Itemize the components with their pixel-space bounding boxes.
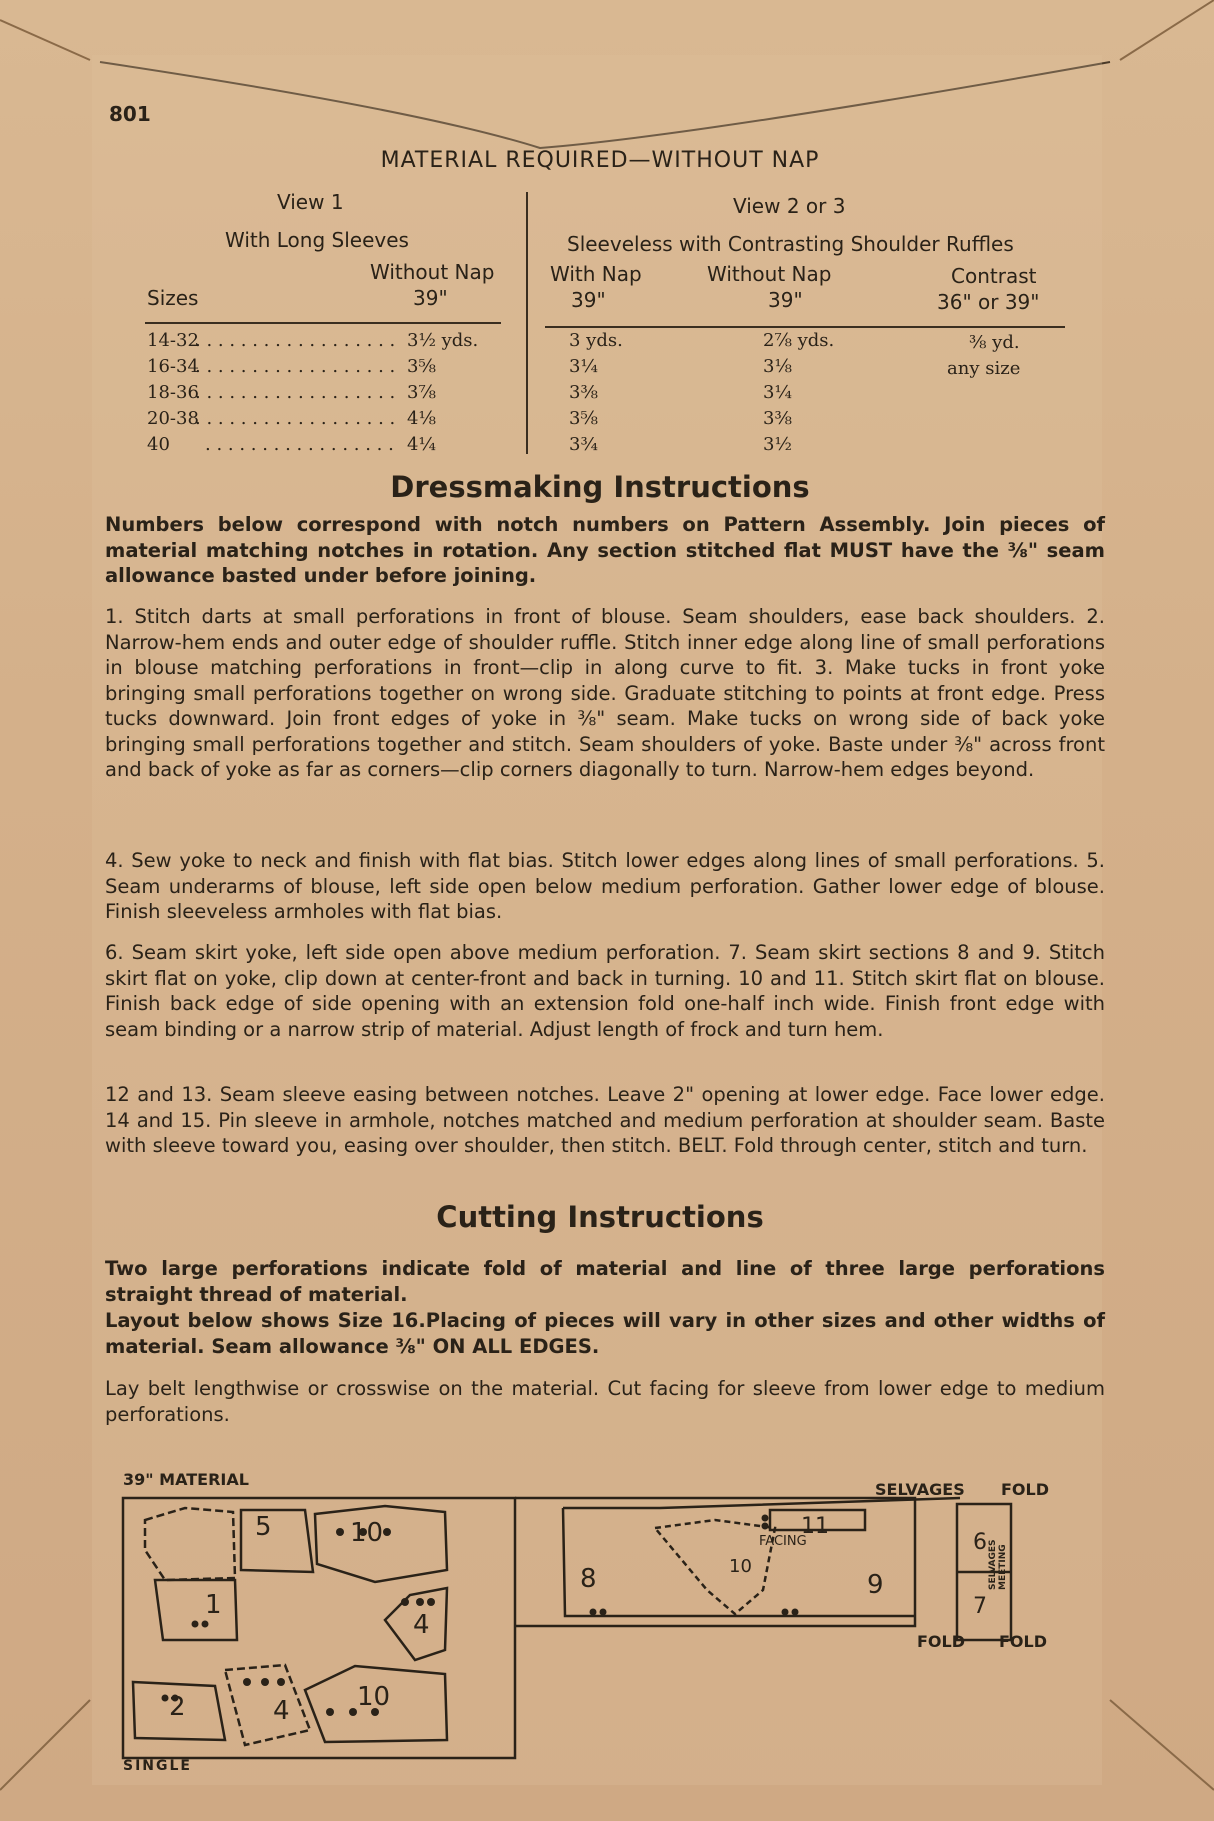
contrast-label: Contrast	[951, 264, 1037, 288]
dressmaking-intro: Numbers below correspond with notch numbers on Pattern Assembly. Join pieces of material matching notches in rotation. Any section stitched flat MUST have the ⅜" seam allowance basted under before joining.	[105, 513, 1105, 587]
piece-label: 5	[255, 1512, 272, 1542]
dressmaking-step-1-3: 1. Stitch darts at small perforations in front of blouse. Seam shoulders, ease back shoulders. 2. Narrow-hem ends and outer edge of shoulder ruffle. Stitch inner edge along line of small perforations in blouse matching perforations in front—clip in along curve to fit. 3. Make tucks in front yoke bringing small perforations together on wrong side. Graduate stitching to points at front edge. Press tucks downward. Join front edges of yoke in ⅜" seam. Make tucks on wrong side of back yoke bringing small perforations together and stitch. Seam shoulders of yoke. Baste under ⅜" across front and back of yoke as far as corners—clip corners diagonally to turn. Narrow-hem edges beyond.	[105, 605, 1105, 781]
contrast-width: 36" or 39"	[937, 290, 1040, 314]
selvages-meeting-label: SELVAGES MEETING	[988, 1539, 1008, 1590]
selvages-label: SELVAGES	[875, 1480, 965, 1499]
piece-label: 9	[867, 1570, 884, 1600]
without-nap-label: Without Nap	[707, 262, 832, 286]
piece-label: 2	[169, 1692, 186, 1722]
piece-label: 7	[973, 1594, 987, 1619]
piece-label: 4	[413, 1610, 430, 1640]
facing-label: FACING	[759, 1534, 807, 1549]
cutting-intro-2: Layout below shows Size 16.Placing of pieces will vary in other sizes and other widths of material. Seam allowance ⅜" ON ALL EDGES.	[105, 1309, 1105, 1358]
piece-label: 1	[205, 1590, 222, 1620]
piece-label: 10	[357, 1682, 391, 1712]
cutting-intro-1: Two large perforations indicate fold of material and line of three large perforations straight thread of material.	[105, 1257, 1105, 1306]
piece-label: 11	[801, 1514, 829, 1539]
view23-title: View 2 or 3	[733, 194, 846, 218]
sizes-label: Sizes	[147, 286, 199, 310]
instruction-sheet: 801 MATERIAL REQUIRED—WITHOUT NAP View 1 With Long Sleeves Without Nap 39" Sizes View 2 or 3 Sleeveless with Contrasting Shoulder Ruffles With Nap 39" Without Nap 39" Contrast 36" or 39" 14-32 . . . . . . . . . . . . . . . . . . 3½ yds. 3 yds. 2⅞ yds. ⅜ yd. 16-34 . . . . . . . . . . . . . . . . . . 3⅝ 3¼ 3⅛ any size 18-36 . . . . . . . . . . . . . . . . . . 3⅞ 3⅜ 3¼ 20-38 . . . . . . . . . . . . . . . . . . 4⅛ 3⅝ 3⅜ 40 . . . . . . . . . . . . . . . . . 4¼ 3¾ 3½ Dressmaking Instructions Numbers below correspond with notch numbers on Pattern Assembly. Join pieces of material matching notches in rotation. Any section stitched flat MUST have the ⅜" seam allowance basted under before joining. 1. Stitch darts at small perforations in front of blouse. Seam shoulders, ease back shoulders. 2. Narrow-hem ends and outer edge of shoulder ruffle. Stitch inner edge along line of small perforations in blouse matching perforations in front—clip in along curve to fit. 3. Make tucks in front yoke bringing small perforations together on wrong side. Graduate stitching to points at front edge. Press tucks downward. Join front edges of yoke in ⅜" seam. Make tucks on wrong side of back yoke bringing small perforations together and stitch. Seam shoulders of yoke. Baste under ⅜" across front and back of yoke as far as corners—clip corners diagonally to turn. Narrow-hem edges beyond. 4. Sew yoke to neck and finish with flat bias. Stitch lower edges along lines of small perforations. 5. Seam underarms of blouse, left side open below medium perforation. Gather lower edge of blouse. Finish sleeveless armholes with flat bias. 6. Seam skirt yoke, left side open above medium perforation. 7. Seam skirt sections 8 and 9. Stitch skirt flat on yoke, clip down at center-front and back in turning. 10 and 11. Stitch skirt flat on blouse. Finish back edge of side opening with an extension fold one-half inch wide. Finish front edge with seam binding or a narrow strip of material. Adjust length of frock and turn hem. 12 and 13. Seam sleeve easing between notches. Leave 2" opening at lower edge. Face lower edge. 14 and 15. Pin sleeve in armhole, notches matched and medium perforation at shoulder seam. Baste with sleeve toward you, easing over shoulder, then stitch. BELT. Fold through center, stitch and turn. Cutting Instructions Two large perforations indicate fold of material and line of three large perforations straight thread of material. Layout below shows Size 16.Placing of pieces will vary in other sizes and other widths of material. Seam allowance ⅜" ON ALL EDGES. Lay belt lengthwise or crosswise on the material. Cut facing for sleeve from lower edge to medium perforations. 39" MATERIAL SELVAGES FOLD FOLD FOLD SINGLE 5 10 1 4 2 4 10 8 10 11 9 6 7 FACING SELVAGES MEETING	[95, 60, 1105, 1780]
fold-top-label: FOLD	[1001, 1480, 1050, 1499]
with-nap-label: With Nap	[550, 262, 642, 286]
dressmaking-step-4-5: 4. Sew yoke to neck and finish with flat bias. Stitch lower edges along lines of small perforations. 5. Seam underarms of blouse, left side open below medium perforation. Gather lower edge of blouse. Finish sleeveless armholes with flat bias.	[105, 849, 1105, 923]
piece-label: 10	[729, 1556, 752, 1577]
cutting-layout-diagram	[95, 1490, 1105, 1760]
view1-title: View 1	[277, 190, 344, 214]
dressmaking-step-12-15: 12 and 13. Seam sleeve easing between notches. Leave 2" opening at lower edge. Face lower edge. 14 and 15. Pin sleeve in armhole, notches matched and medium perforation at shoulder seam. Baste with sleeve toward you, easing over shoulder, then stitch. BELT. Fold through center, stitch and turn.	[105, 1083, 1105, 1157]
piece-label: 10	[350, 1518, 384, 1548]
cutting-belt-note: Lay belt lengthwise or crosswise on the material. Cut facing for sleeve from lower edge to medium perforations.	[105, 1377, 1105, 1426]
single-label: SINGLE	[123, 1758, 192, 1774]
view1-col-width: 39"	[413, 286, 448, 310]
fold-bottom-label-2: FOLD	[999, 1632, 1048, 1651]
view23-subtitle: Sleeveless with Contrasting Shoulder Ruffles	[567, 232, 1014, 256]
dressmaking-title: Dressmaking Instructions	[390, 470, 810, 504]
piece-label: 4	[273, 1696, 290, 1726]
view1-col-label: Without Nap	[370, 260, 495, 284]
page-number: 801	[109, 102, 151, 126]
material-title: MATERIAL REQUIRED—WITHOUT NAP	[380, 148, 820, 173]
piece-label: 6	[973, 1530, 987, 1555]
piece-label: 8	[580, 1564, 597, 1594]
material-label: 39" MATERIAL	[123, 1470, 249, 1489]
table-rule-right	[545, 326, 1065, 328]
table-rule-left	[145, 322, 501, 324]
with-nap-width: 39"	[571, 288, 606, 312]
table-divider	[526, 192, 528, 454]
dressmaking-step-6-11: 6. Seam skirt yoke, left side open above medium perforation. 7. Seam skirt sections 8 and 9. Stitch skirt flat on yoke, clip down at center-front and back in turning. 10 and 11. Stitch skirt flat on blouse. Finish back edge of side opening with an extension fold one-half inch wide. Finish front edge with seam binding or a narrow strip of material. Adjust length of frock and turn hem.	[105, 941, 1105, 1041]
cutting-title: Cutting Instructions	[436, 1200, 764, 1234]
fold-bottom-label: FOLD	[917, 1632, 966, 1651]
view1-subtitle: With Long Sleeves	[225, 228, 409, 252]
without-nap-width: 39"	[768, 288, 803, 312]
